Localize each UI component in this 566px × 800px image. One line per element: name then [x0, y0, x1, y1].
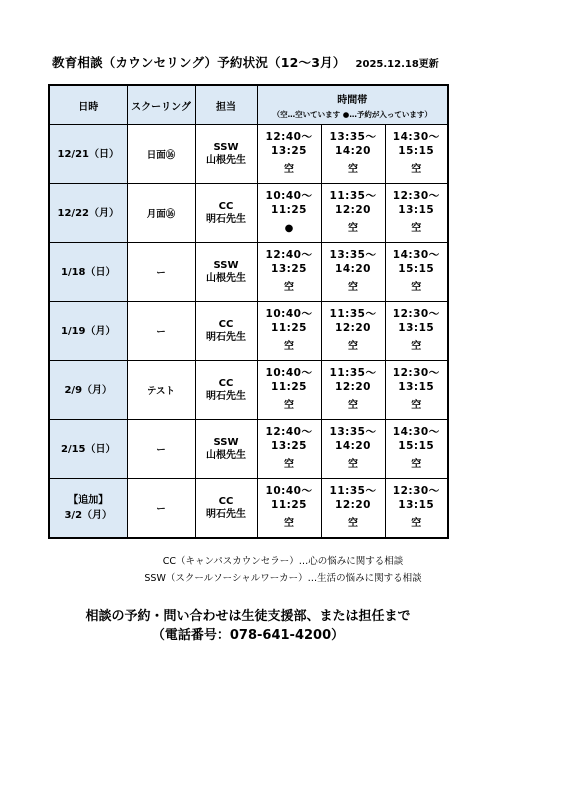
staff-cell [195, 243, 257, 302]
availability-status: 空 [411, 400, 422, 412]
slot-end: 11:25 [271, 380, 307, 393]
slot-start: 13:35～ [329, 131, 377, 144]
staff-name: 明石先生 [206, 508, 246, 520]
schooling-cell: 日面⑯ [127, 125, 195, 184]
date-text: 1/18（日） [60, 266, 116, 278]
table-row [49, 420, 448, 479]
slot-end: 14:20 [335, 262, 371, 275]
notes [0, 553, 566, 587]
slot-start: 11:35～ [329, 367, 377, 380]
staff-cell [195, 361, 257, 420]
availability-status: 空 [284, 341, 294, 353]
slot-start: 12:30～ [392, 485, 440, 497]
availability-status: 空 [348, 164, 358, 176]
date-cell [49, 479, 127, 538]
staff-cell [195, 420, 257, 479]
staff-name: 山根先生 [206, 273, 246, 284]
availability-status: 空 [284, 459, 294, 471]
date-cell [49, 125, 127, 184]
slot-start: 14:30～ [392, 131, 440, 144]
slot-end: 13:15 [398, 321, 435, 334]
timeslot-cell [321, 125, 385, 184]
date-cell [49, 184, 127, 243]
timeslot-cell [257, 184, 321, 243]
slot-start: 10:40～ [265, 308, 313, 321]
timeslot-cell [321, 479, 385, 538]
slot-end: 11:25 [271, 203, 307, 216]
slot-start: 12:40～ [265, 426, 313, 439]
timeslot-cell [321, 243, 385, 302]
date-text: 2/9（月） [64, 384, 113, 396]
staff-name: 山根先生 [206, 155, 246, 166]
slot-start: 10:40～ [265, 367, 313, 380]
timeslot-cell [385, 125, 448, 184]
contact-line-1: 相談の予約・問い合わせは生徒支援部、または担任まで [85, 609, 411, 624]
slot-end: 15:15 [398, 439, 435, 452]
timeslot-cell [321, 302, 385, 361]
date-text: 3/2（月） [64, 509, 113, 521]
page-title: 教育相談（カウンセリング）予約状況（12～3月） [52, 55, 346, 70]
staff-role: CC [218, 495, 234, 507]
staff-cell [195, 125, 257, 184]
date-cell [49, 420, 127, 479]
staff-cell [195, 302, 257, 361]
timeslot-cell [385, 479, 448, 538]
slot-start: 10:40～ [265, 485, 313, 497]
slot-end: 13:15 [398, 380, 435, 393]
note-ssw: SSW（スクールソーシャルワーカー）…生活の悩みに関する相談 [144, 573, 422, 584]
slot-end: 13:25 [271, 439, 307, 452]
availability-status: 空 [284, 282, 294, 294]
slot-start: 11:35～ [329, 308, 377, 321]
column-header-schooling: スクーリング [127, 85, 195, 125]
slot-start: 12:40～ [265, 249, 313, 262]
slot-end: 12:20 [335, 321, 371, 334]
slot-end: 13:15 [398, 498, 435, 511]
table-row [49, 302, 448, 361]
slot-end: 12:20 [335, 203, 371, 216]
page-header [52, 52, 512, 70]
staff-role: SSW [213, 437, 239, 448]
column-header-timeslot [257, 85, 448, 125]
date-text: 1/19（月） [60, 325, 116, 337]
date-cell [49, 302, 127, 361]
slot-start: 11:35～ [329, 190, 377, 203]
timeslot-cell [257, 243, 321, 302]
staff-name: 明石先生 [206, 214, 246, 225]
availability-status: 空 [348, 400, 358, 412]
slot-start: 14:30～ [392, 426, 440, 439]
timeslot-header-label: 時間帯 [337, 94, 368, 106]
availability-status: 空 [348, 459, 358, 471]
table-row [49, 184, 448, 243]
schooling-cell: 月面⑯ [127, 184, 195, 243]
table-header-row [49, 85, 448, 125]
slot-end: 15:15 [398, 262, 435, 275]
note-cc: CC（キャンパスカウンセラー）…心の悩みに関する相談 [162, 556, 404, 567]
table-row [49, 479, 448, 538]
slot-end: 15:15 [398, 144, 435, 157]
slot-end: 12:20 [335, 380, 371, 393]
booked-indicator: ● [284, 223, 294, 235]
timeslot-cell [385, 302, 448, 361]
slot-end: 12:20 [335, 498, 371, 511]
schooling-cell: ー [127, 302, 195, 361]
availability-status: 空 [348, 341, 358, 353]
slot-start: 14:30～ [392, 249, 440, 262]
schooling-cell: テスト [127, 361, 195, 420]
staff-role: CC [218, 319, 234, 330]
timeslot-cell [257, 125, 321, 184]
table-row [49, 243, 448, 302]
schedule-table [48, 84, 449, 539]
slot-end: 11:25 [271, 321, 307, 334]
timeslot-legend: （空…空いています ●…予約が入っています） [272, 109, 432, 119]
availability-status: 空 [284, 400, 294, 412]
schooling-cell: ー [127, 479, 195, 538]
slot-start: 12:30～ [392, 190, 440, 203]
availability-status: 空 [411, 459, 422, 471]
staff-cell [195, 479, 257, 538]
slot-end: 13:15 [398, 203, 435, 216]
updated-date: 2025.12.18更新 [355, 59, 439, 70]
slot-start: 12:30～ [392, 367, 440, 380]
date-text: 12/21（日） [57, 148, 119, 160]
staff-role: CC [218, 201, 234, 212]
column-header-staff: 担当 [195, 85, 257, 125]
timeslot-cell [321, 361, 385, 420]
date-cell [49, 361, 127, 420]
slot-start: 11:35～ [329, 485, 377, 497]
contact-info [0, 607, 496, 645]
timeslot-cell [385, 243, 448, 302]
timeslot-cell [321, 184, 385, 243]
slot-start: 12:30～ [392, 308, 440, 321]
schooling-cell: ー [127, 420, 195, 479]
timeslot-cell [257, 302, 321, 361]
timeslot-cell [257, 420, 321, 479]
schooling-cell: ー [127, 243, 195, 302]
availability-status: 空 [411, 282, 422, 294]
slot-start: 13:35～ [329, 249, 377, 262]
availability-status: 空 [348, 518, 358, 529]
timeslot-cell [385, 420, 448, 479]
table-row [49, 361, 448, 420]
slot-end: 14:20 [335, 144, 371, 157]
timeslot-cell [321, 420, 385, 479]
table-row [49, 125, 448, 184]
staff-name: 明石先生 [206, 332, 246, 343]
staff-role: SSW [213, 260, 239, 271]
availability-status: 空 [411, 223, 422, 235]
timeslot-cell [385, 361, 448, 420]
slot-start: 12:40～ [265, 131, 313, 144]
availability-status: 空 [348, 223, 358, 235]
timeslot-cell [385, 184, 448, 243]
staff-cell [195, 184, 257, 243]
timeslot-cell [257, 361, 321, 420]
availability-status: 空 [284, 518, 294, 529]
availability-status: 空 [348, 282, 358, 294]
slot-end: 14:20 [335, 439, 371, 452]
column-header-date: 日時 [49, 85, 127, 125]
date-text: 2/15（日） [60, 443, 116, 455]
date-cell [49, 243, 127, 302]
staff-name: 山根先生 [206, 450, 246, 461]
availability-status: 空 [411, 164, 422, 176]
availability-status: 空 [411, 518, 422, 529]
timeslot-cell [257, 479, 321, 538]
availability-status: 空 [411, 341, 422, 353]
slot-end: 13:25 [271, 262, 307, 275]
date-prefix: 【追加】 [68, 494, 109, 506]
staff-role: SSW [213, 142, 239, 153]
slot-start: 10:40～ [265, 190, 313, 203]
availability-status: 空 [284, 164, 294, 176]
slot-end: 13:25 [271, 144, 307, 157]
contact-phone: （電話番号：078-641-4200） [151, 628, 345, 643]
staff-role: CC [218, 378, 234, 389]
slot-start: 13:35～ [329, 426, 377, 439]
date-text: 12/22（月） [57, 207, 119, 219]
slot-end: 11:25 [271, 498, 307, 511]
staff-name: 明石先生 [206, 391, 246, 402]
